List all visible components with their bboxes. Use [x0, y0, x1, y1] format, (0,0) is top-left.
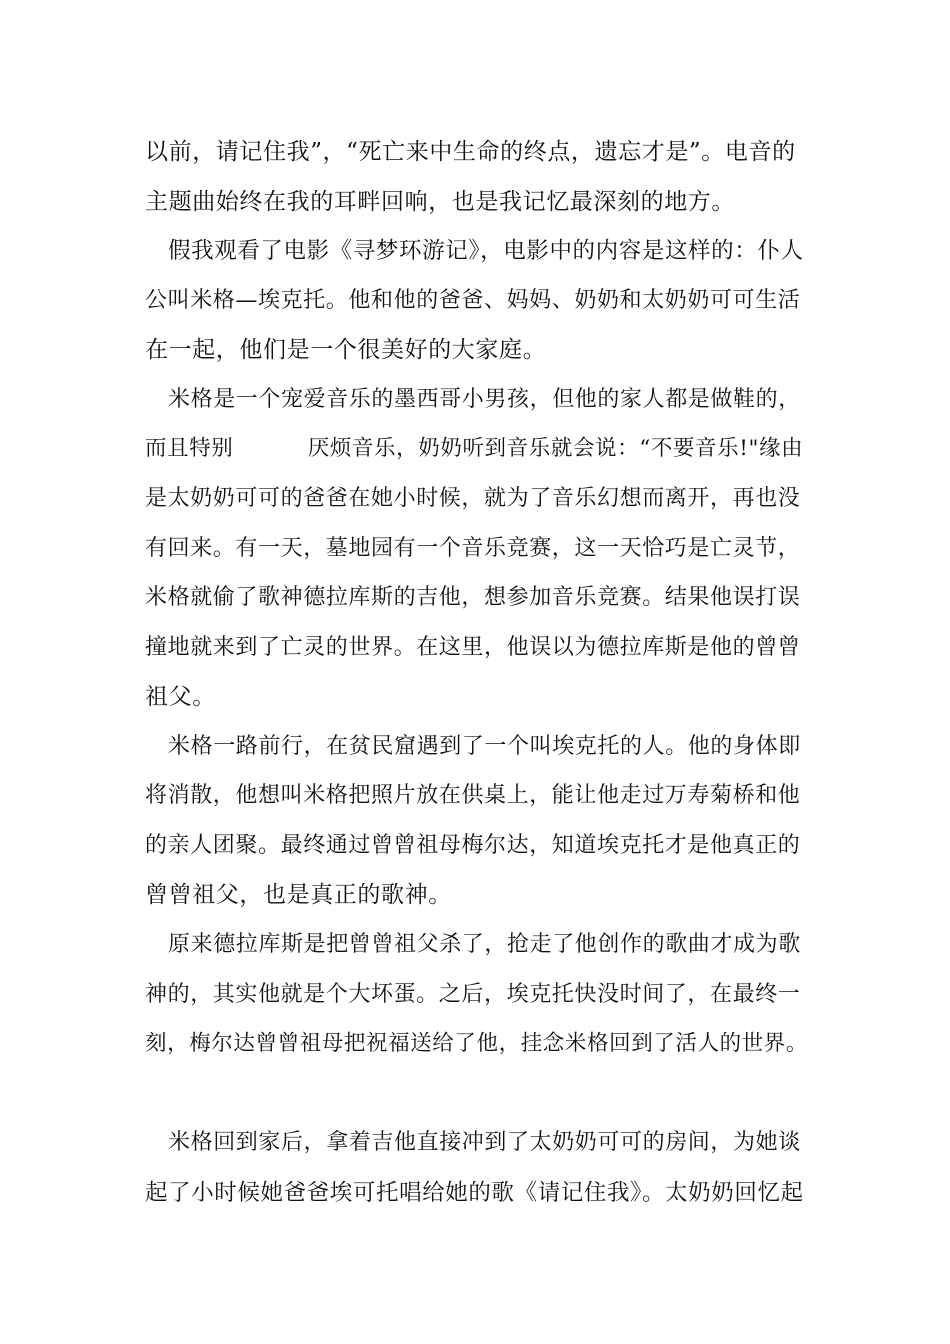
text-line: 米格一路前行，在贫民窟遇到了一个叫埃克托的人。他的身体即 — [168, 734, 801, 759]
text-line: 米格回到家后，拿着吉他直接冲到了太奶奶可可的房间，为她谈 — [168, 1130, 801, 1155]
text-line: 公叫米格—埃克托。他和他的爸爸、妈妈、奶奶和太奶奶可可生活 — [145, 288, 801, 313]
text-line: 原来德拉库斯是把曾曾祖父杀了，抢走了他创作的歌曲才成为歌 — [168, 932, 801, 957]
text-line: 刻，梅尔达曾曾祖母把祝福送给了他，挂念米格回到了活人的世界。 — [145, 1031, 809, 1056]
text-line: 起了小时候她爸爸埃可托唱给她的歌《请记住我》。太奶奶回忆起 — [145, 1180, 804, 1206]
text-line: 有回来。有一天，墓地园有一个音乐竞赛，这一天恰巧是亡灵节， — [145, 536, 801, 561]
text-line: 在一起，他们是一个很美好的大家庭。 — [145, 337, 547, 363]
text-line: 神的，其实他就是个大坏蛋。之后，埃克托快没时间了，在最终一 — [145, 982, 801, 1007]
text-line: 是太奶奶可可的爸爸在她小时候，就为了音乐幻想而离开，再也没 — [145, 486, 801, 511]
text-line: 将消散，他想叫米格把照片放在供桌上，能让他走过万寿菊桥和他 — [145, 783, 801, 808]
text-line: 而且特别 厌烦音乐，奶奶听到音乐就会说：“不要音乐!"缘由 — [145, 436, 804, 461]
text-line: 撞地就来到了亡灵的世界。在这里，他误以为德拉库斯是他的曾曾 — [145, 635, 801, 660]
text-line: 的亲人团聚。最终通过曾曾祖母梅尔达，知道埃克托才是他真正的 — [145, 833, 801, 858]
text-line: 米格是一个宠爱音乐的墨西哥小男孩，但他的家人都是做鞋的， — [168, 387, 801, 412]
text-line: 米格就偷了歌神德拉库斯的吉他，想参加音乐竞赛。结果他误打误 — [145, 585, 801, 610]
text-line: 假我观看了电影《寻梦环游记》，电影中的内容是这样的：仆人 — [168, 238, 804, 264]
text-line: 曾曾祖父，也是真正的歌神。 — [145, 882, 452, 908]
text-line: 主题曲始终在我的耳畔回响，也是我记忆最深刻的地方。 — [145, 189, 735, 215]
text-line: 以前，请记住我”，“死亡来中生命的终点，遗忘才是”。电音的 — [145, 139, 796, 165]
text-line: 祖父。 — [145, 684, 216, 710]
